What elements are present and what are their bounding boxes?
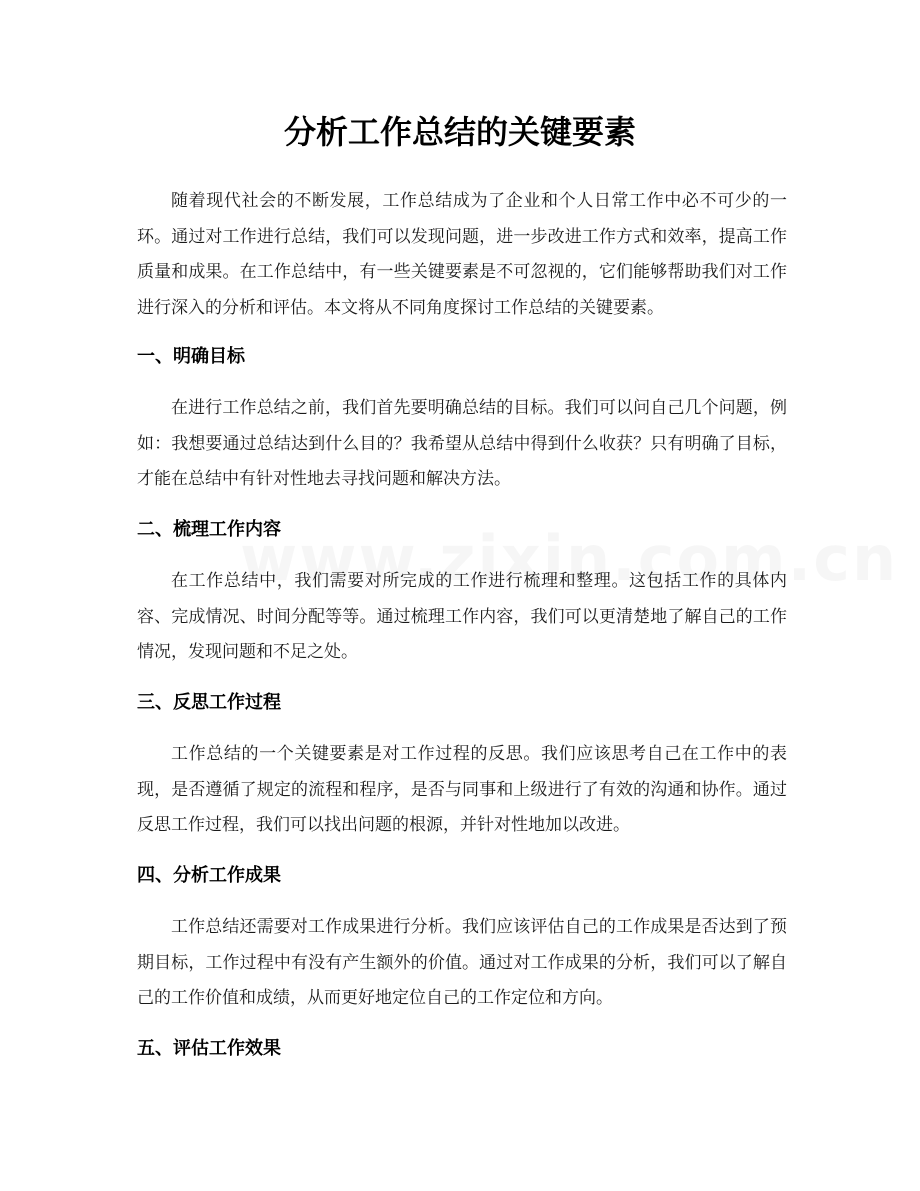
section-heading-3: 三、反思工作过程 (137, 692, 281, 713)
intro-paragraph: 随着现代社会的不断发展，工作总结成为了企业和个人日常工作中必不可少的一环。通过对工作进行总结，我们可以发现问题，进一步改进工作方式和效率，提高工作质量和成果。在工作总结中，有一些关键要素是不可忽视的，它们能够帮助我们对工作进行深入的分析和评估。本文将从不同角度探讨工作总结的关键要素。 (137, 191, 787, 318)
section-heading-2: 二、梳理工作内容 (137, 519, 281, 540)
section-body-4: 工作总结还需要对工作成果进行分析。我们应该评估自己的工作成果是否达到了预期目标，工作过程中有没有产生额外的价值。通过对工作成果的分析，我们可以了解自己的工作价值和成绩，从而更好地定位自己的工作定位和方向。 (137, 917, 787, 1008)
section-heading-5: 五、评估工作效果 (137, 1038, 281, 1059)
section-body-1: 在进行工作总结之前，我们首先要明确总结的目标。我们可以问自己几个问题，例如：我想要通过总结达到什么目的？我希望从总结中得到什么收获？只有明确了目标，才能在总结中有针对性地去寻找问题和解决方法。 (137, 398, 787, 489)
document-title: 分析工作总结的关键要素 (283, 113, 636, 151)
section-heading-1: 一、明确目标 (137, 346, 245, 367)
section-heading-4: 四、分析工作成果 (137, 865, 281, 886)
section-body-2: 在工作总结中，我们需要对所完成的工作进行梳理和整理。这包括工作的具体内容、完成情况、时间分配等等。通过梳理工作内容，我们可以更清楚地了解自己的工作情况，发现问题和不足之处。 (137, 571, 787, 662)
section-body-3: 工作总结的一个关键要素是对工作过程的反思。我们应该思考自己在工作中的表现，是否遵循了规定的流程和程序，是否与同事和上级进行了有效的沟通和协作。通过反思工作过程，我们可以找出问题的根源，并针对性地加以改进。 (137, 744, 787, 835)
